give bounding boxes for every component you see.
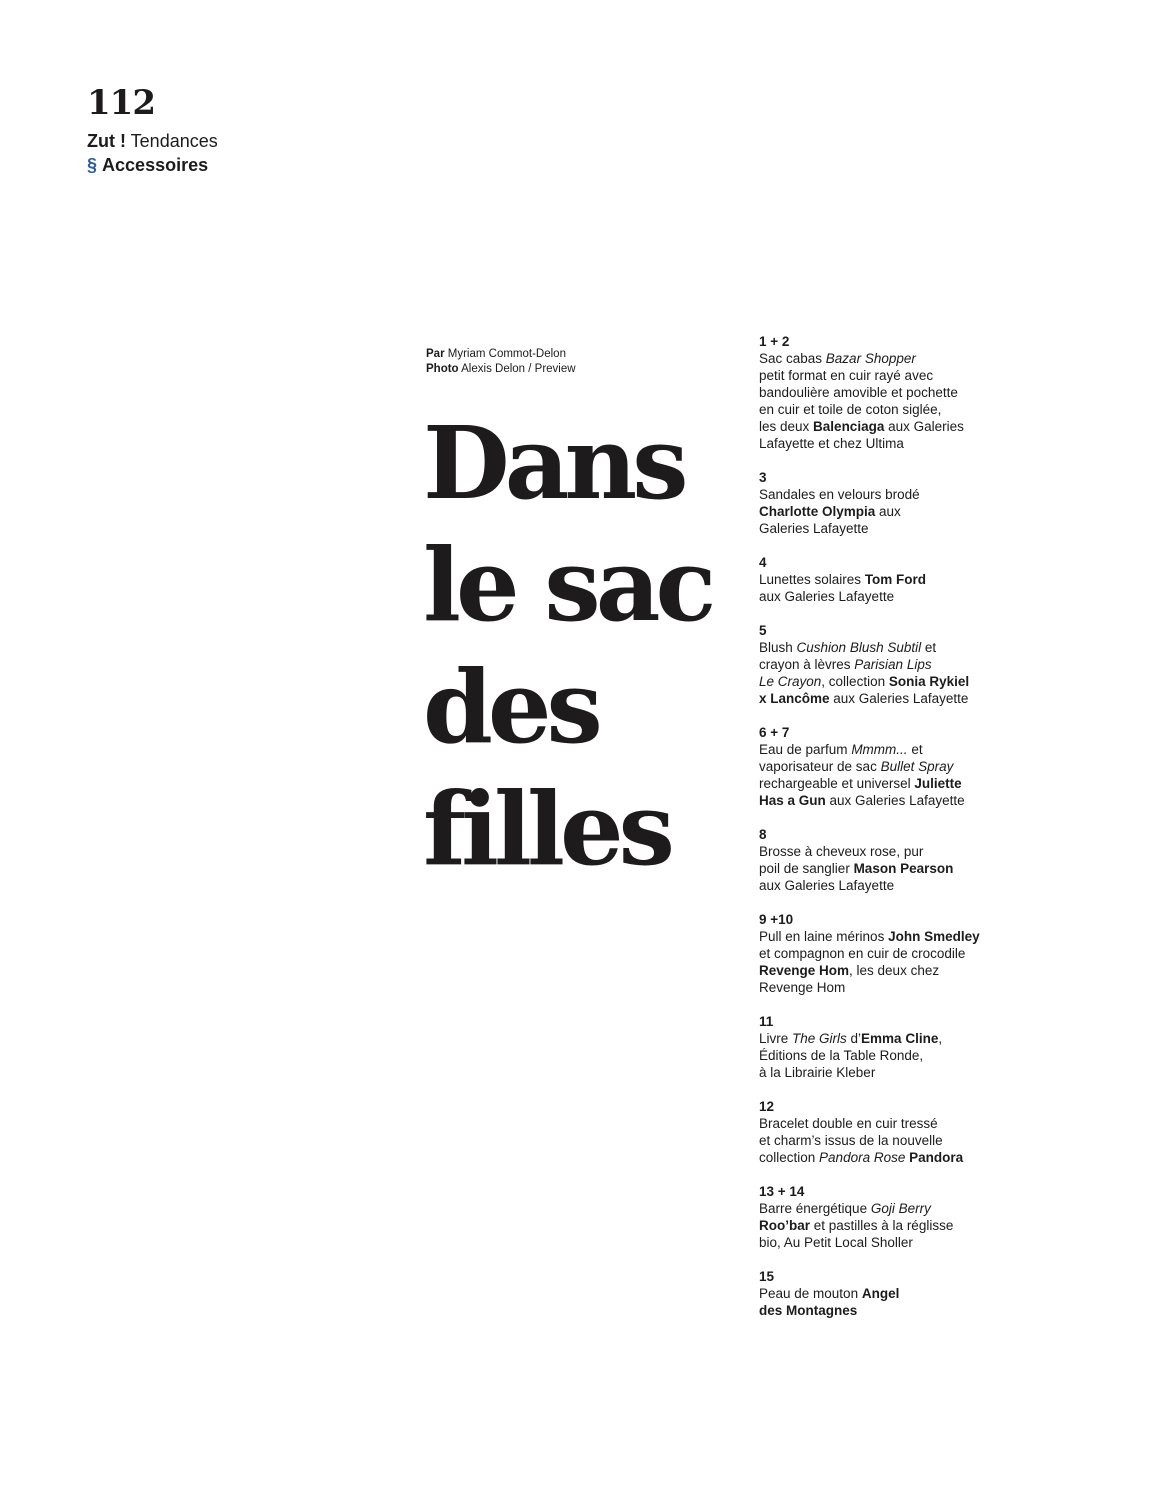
product-description-line [759,860,1019,877]
product-name: The Girls [792,1031,847,1046]
description-text: rechargeable et universel [759,776,915,791]
product-description-line [759,775,1019,792]
product-number: 1 + 2 [759,334,790,349]
description-text: crayon à lèvres [759,657,855,672]
product-description-line [759,520,1019,537]
magazine-brand: Zut ! [87,131,126,151]
description-text: , collection [821,674,889,689]
product-item [759,724,1019,809]
product-number: 12 [759,1099,775,1114]
category-name: Accessoires [102,155,209,175]
title-line-1: Dans [423,404,684,522]
product-number: 13 + 14 [759,1184,805,1199]
description-text: aux Galeries [884,419,964,434]
brand-name: Revenge Hom [759,963,850,978]
product-description-line [759,877,1019,894]
product-description-line [759,656,1019,673]
product-description-line [759,1047,1019,1064]
brand-name: Mason Pearson [853,861,954,876]
product-item [759,333,1019,452]
section-name: Tendances [130,131,218,151]
product-name: Goji Berry [870,1201,931,1216]
description-text: Brosse à cheveux rose, pur [759,844,924,859]
description-text: et [921,640,937,655]
product-name: Parisian Lips [854,657,932,672]
product-name: Bullet Spray [880,759,954,774]
category-line [87,153,218,177]
product-item [759,554,1019,605]
author-name: Myriam Commot-Delon [447,348,566,360]
description-text: Eau de parfum [759,742,852,757]
description-text: vaporisateur de sac [759,759,881,774]
product-description-line [759,962,1019,979]
product-description-line [759,571,1019,588]
article-credits [426,347,576,376]
product-description-line [759,1064,1019,1081]
photographer-name: Alexis Delon / Preview [461,362,576,375]
product-item [759,1098,1019,1166]
photo-credit [426,362,576,377]
product-description-line [759,673,1019,690]
description-text: Barre énergétique [759,1201,871,1216]
description-text: Livre [759,1031,793,1046]
description-text: aux Galeries Lafayette [825,793,965,808]
description-text: petit format en cuir rayé avec [759,368,934,383]
description-text: et compagnon en cuir de crocodile [759,946,966,961]
description-text: à la Librairie Kleber [759,1065,876,1080]
description-text: les deux [759,419,814,434]
product-description-line [759,639,1019,656]
product-item [759,1013,1019,1081]
description-text: bio, Au Petit Local Sholler [759,1235,913,1250]
product-description-line [759,1285,1019,1302]
product-number: 15 [759,1269,775,1284]
description-text: en cuir et toile de coton siglée, [759,402,942,417]
product-description-line [759,1132,1019,1149]
brand-name: Charlotte Olympia [759,504,876,519]
product-number: 4 [759,555,767,570]
product-name: Bazar Shopper [825,351,916,366]
description-text: d’ [846,1031,862,1046]
product-description-line [759,1030,1019,1047]
title-line-3: des [423,648,598,766]
section-label [87,129,218,177]
product-list [759,333,1019,1336]
description-text: aux Galeries Lafayette [829,691,969,706]
product-number: 8 [759,827,767,842]
product-item [759,1268,1019,1319]
product-description-line [759,503,1019,520]
product-description-line [759,979,1019,996]
author-label: Par [426,348,445,360]
brand-name: Has a Gun [759,793,826,808]
section-line [87,129,218,153]
product-description-line [759,588,1019,605]
product-description-line [759,690,1019,707]
description-text: Pull en laine mérinos [759,929,889,944]
product-description-line [759,435,1019,452]
description-text: Bracelet double en cuir tressé [759,1116,938,1131]
product-number: 3 [759,470,767,485]
product-description-line [759,384,1019,401]
product-item [759,622,1019,707]
product-description-line [759,418,1019,435]
product-number: 11 [759,1014,774,1029]
brand-name: Angel [861,1286,900,1301]
description-text: et pastilles à la réglisse [810,1218,954,1233]
product-description-line [759,1234,1019,1251]
brand-name: x Lancôme [759,691,830,706]
brand-name: Pandora [909,1150,964,1165]
brand-name: John Smedley [888,929,980,944]
product-description-line [759,1217,1019,1234]
description-text: , les deux chez [849,963,940,978]
brand-name: Balenciaga [813,419,885,434]
product-description-line [759,741,1019,758]
product-name: Mmmm... [851,742,908,757]
product-description-line [759,758,1019,775]
description-text: collection [759,1150,820,1165]
author-credit [426,347,576,362]
product-description-line [759,928,1019,945]
description-text: Lunettes solaires [759,572,865,587]
description-text: Sac cabas [759,351,826,366]
product-description-line [759,1200,1019,1217]
product-description-line [759,1115,1019,1132]
product-description-line [759,843,1019,860]
product-name: Pandora Rose [819,1150,906,1165]
description-text: Peau de mouton [759,1286,862,1301]
product-description-line [759,1149,1019,1166]
description-text: aux [875,504,901,519]
photo-label: Photo [426,362,459,375]
product-item [759,1183,1019,1251]
description-text: Lafayette et chez Ultima [759,436,904,451]
product-description-line [759,1302,1019,1319]
brand-name: des Montagnes [759,1303,858,1318]
article-title [423,402,723,890]
product-number: 6 + 7 [759,725,790,740]
description-text: Galeries Lafayette [759,521,869,536]
description-text: et charm’s issus de la nouvelle [759,1133,943,1148]
brand-name: Emma Cline [861,1031,939,1046]
product-number: 9 +10 [759,912,794,927]
description-text: Revenge Hom [759,980,846,995]
title-line-2: le sac [423,526,712,644]
product-description-line [759,401,1019,418]
brand-name: Tom Ford [864,572,927,587]
product-name: Le Crayon [759,674,822,689]
brand-name: Roo’bar [759,1218,811,1233]
product-description-line [759,945,1019,962]
product-item [759,826,1019,894]
title-line-4: filles [423,770,670,888]
product-name: Cushion Blush Subtil [796,640,922,655]
product-item [759,911,1019,996]
page-number: 112 [87,83,155,123]
product-item [759,469,1019,537]
description-text: Sandales en velours brodé [759,487,920,502]
description-text: Blush [759,640,797,655]
description-text: poil de sanglier [759,861,854,876]
product-description-line [759,350,1019,367]
product-description-line [759,486,1019,503]
section-symbol: § [87,155,98,175]
description-text: , [938,1031,943,1046]
description-text: bandoulière amovible et pochette [759,385,958,400]
product-description-line [759,792,1019,809]
brand-name: Sonia Rykiel [888,674,970,689]
brand-name: Juliette [914,776,962,791]
product-number: 5 [759,623,767,638]
product-description-line [759,367,1019,384]
description-text: aux Galeries Lafayette [759,878,895,893]
description-text: aux Galeries Lafayette [759,589,895,604]
description-text: et [907,742,923,757]
description-text: Éditions de la Table Ronde, [759,1048,924,1063]
